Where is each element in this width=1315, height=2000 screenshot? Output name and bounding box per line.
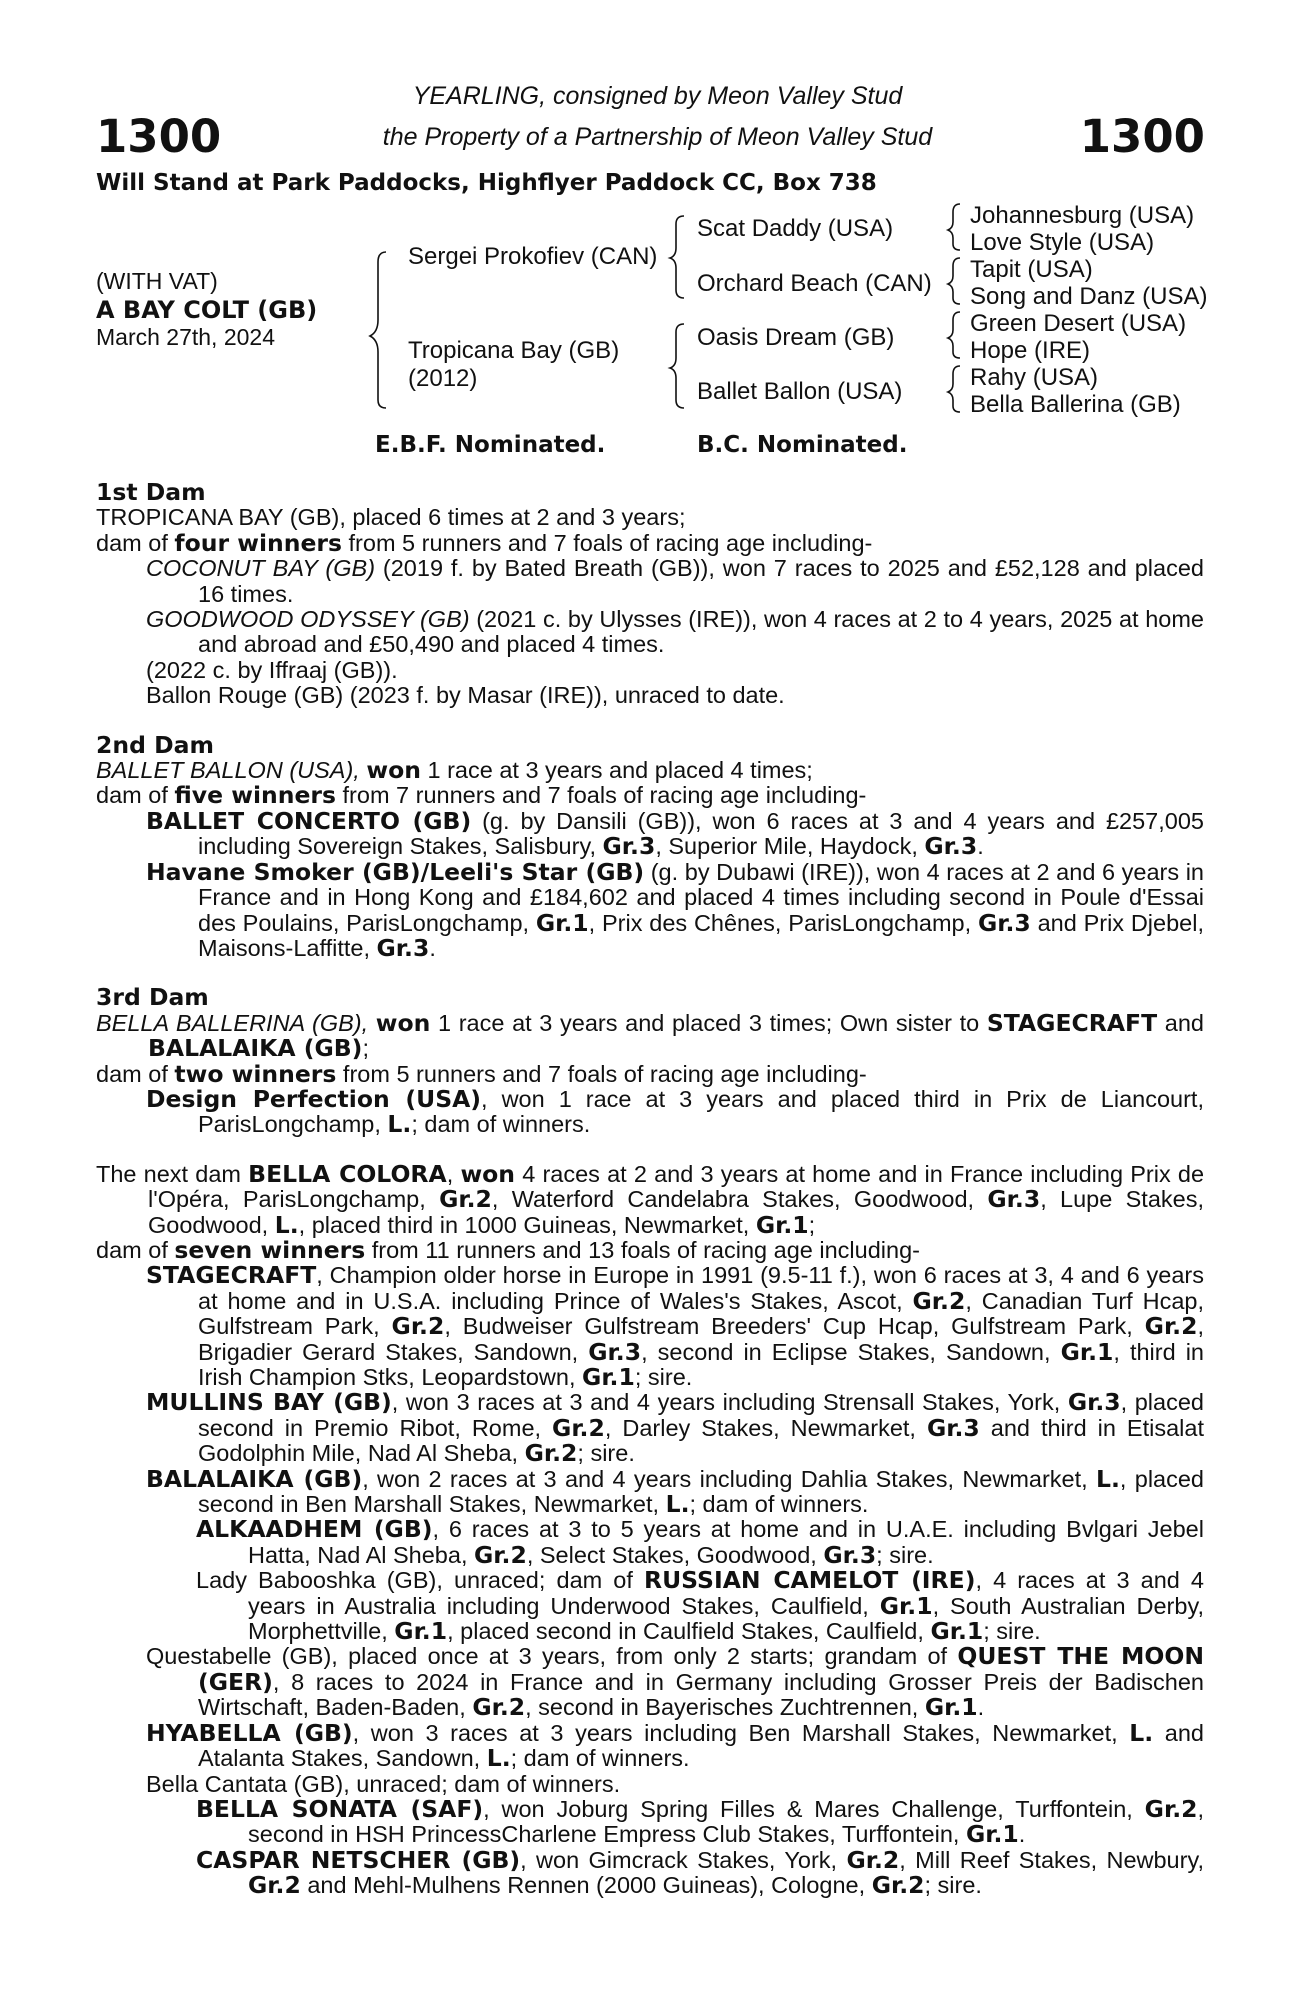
ancestor-8: Bella Ballerina (GB) [970,391,1181,418]
dam-section [96,730,1204,962]
produce-record [96,1159,1205,1239]
produce-record [96,1845,1204,1900]
bold-text-run: L. [387,1110,412,1139]
bold-text-run: five winners [174,781,336,810]
bc-nomination: B.C. Nominated. [697,432,908,458]
text-run [368,1010,376,1036]
text-run: , 8 races to 2024 in France and in Germany including Grosser Preis der Badischen Wirtschaft, Baden-Baden, [198,1668,1204,1721]
section-heading: 1st Dam [96,478,206,506]
produce-record [96,1263,1204,1390]
produce-record [96,1390,1204,1466]
text-run: TROPICANA BAY (GB), placed 6 times at 2 and 3 years; [96,504,686,531]
produce-record [96,1772,1204,1797]
produce-record [96,1235,1204,1264]
bold-text-run: Gr.2 [1144,1312,1198,1341]
bold-text-run: seven winners [174,1235,366,1264]
bold-text-run: won [375,1008,431,1037]
text-run: , Select Stakes, Goodwood, [526,1541,824,1568]
bold-text-run: BALLET CONCERTO (GB) [146,806,472,835]
italic-text-run: BELLA BALLERINA (GB), [96,1009,369,1036]
bold-text-run: four winners [174,528,342,557]
produce-record [96,683,1204,708]
text-run: , 6 races at 3 to 5 years at home and in U.A.E. including Bvlgari Jebel Hatta, Nad Al Sheba, [248,1516,1204,1568]
bold-text-run: L. [1096,1464,1120,1493]
text-run: The next dam [96,1160,249,1187]
bold-text-run: Gr.3 [588,1337,642,1366]
section-heading: 3rd Dam [96,983,209,1012]
bold-text-run: Gr.1 [755,1210,809,1239]
text-run: dam of [96,529,175,556]
bold-text-run: Gr.1 [965,1820,1019,1849]
text-run: 1 race at 3 years and placed 4 times; [420,757,813,784]
bold-text-run: L. [665,1490,690,1519]
text-run: , Canadian Turf Hcap, Gulfstream Park, [198,1287,1204,1340]
consignor-line: YEARLING, consigned by Meon Valley Stud [412,82,903,110]
dam-dam: Ballet Ballon (USA) [697,378,903,405]
text-run: , Mill Reef Stakes, Newbury, [899,1846,1204,1873]
bold-text-run: L. [1129,1718,1154,1747]
dam-name: Tropicana Bay (GB) [408,337,620,364]
bold-text-run: Gr.2 [1144,1794,1198,1823]
ancestor-2: Love Style (USA) [970,229,1155,256]
bold-text-run: Gr.1 [879,1591,933,1620]
bold-text-run: RUSSIAN CAMELOT (IRE) [644,1566,976,1595]
bold-text-run: Gr.2 [474,1540,527,1569]
bold-text-run: Gr.3 [823,1540,877,1569]
text-run: Ballon Rouge (GB) (2023 f. by Masar (IRE)), unraced to date. [146,682,785,709]
bold-text-run: Gr.1 [535,908,589,937]
text-run: (g. by Dansili (GB)), won 6 races at 3 and 4 years and £257,005 including Sovereign Stakes, Salisbury, [198,807,1204,860]
ancestor-1: Johannesburg (USA) [970,202,1195,229]
bold-text-run: BELLA SONATA (SAF) [196,1794,484,1823]
text-run: , South Australian Derby, Morphettville, [248,1592,1204,1645]
italic-text-run: COCONUT BAY (GB) [146,555,376,582]
text-run: ; [362,1035,369,1062]
catalogue-body [96,480,1204,1899]
produce-record [96,1568,1204,1644]
bold-text-run: STAGECRAFT [986,1008,1158,1037]
produce-record [96,1084,1204,1139]
bold-text-run: won [366,756,421,785]
lot-number-left: 1300 [96,110,222,163]
text-run: , placed second in Premio Ribot, Rome, [198,1389,1204,1441]
bold-text-run: ALKAADHEM (GB) [196,1515,433,1544]
text-run: , Prix des Chênes, ParisLongchamp, [588,909,978,936]
text-run: and third in Etisalat Godolphin Mile, Nad Al Sheba, [198,1414,1204,1467]
bold-text-run: Gr.2 [552,1413,605,1442]
text-run: (g. by Dubawi (IRE)), won 4 races at 2 and 6 years in France and in Hong Kong and £184,602 and placed 4 times including second in Poule d'Essai des Poulains, ParisLongchamp, [198,858,1204,936]
text-run: , Superior Mile, Haydock, [655,833,925,860]
text-run: , won 2 races at 3 and 4 years including Dahlia Stakes, Newmarket, [362,1465,1096,1492]
text-run: , second in HSH PrincessCharlene Empress Club Stakes, Turffontein, [248,1795,1205,1848]
produce-record [96,1794,1205,1849]
text-run: , third in Irish Champion Stks, Leopardstown, [198,1338,1204,1390]
bold-text-run: Gr.2 [846,1845,900,1874]
bold-text-run: Gr.3 [987,1185,1041,1214]
lot-number-right: 1300 [1079,110,1205,163]
text-run: . [977,1694,985,1721]
bold-text-run: Gr.2 [248,1871,301,1900]
text-run: , won Gimcrack Stakes, York, [520,1846,847,1873]
bold-text-run: Gr.1 [930,1617,984,1646]
dam-section [96,1159,1205,1900]
text-run: (2021 c. by Ulysses (IRE)), won 4 races at 2 to 4 years, 2025 at home and abroad and £50,490 and placed 4 times. [198,606,1204,658]
bold-text-run: Gr.2 [472,1693,526,1722]
text-run: and Atalanta Stakes, Sandown, [198,1719,1204,1772]
produce-record [96,505,1204,530]
sire-dam: Orchard Beach (CAN) [697,270,932,297]
dam-foaling-year: (2012) [408,365,478,392]
bold-text-run: HYABELLA (GB) [146,1718,353,1747]
text-run: from 5 runners and 7 foals of racing age including- [342,529,873,556]
section-heading: 2nd Dam [96,730,214,759]
text-run: , placed second in Ben Marshall Stakes, Newmarket, [198,1465,1204,1518]
dam-sire: Oasis Dream (GB) [697,324,895,351]
produce-record [96,758,1204,783]
produce-record [96,1464,1204,1519]
bold-text-run: BALALAIKA (GB) [146,1464,363,1493]
bold-text-run: Gr.2 [871,1871,925,1900]
vat-note: (WITH VAT) [96,268,218,294]
text-run: 4 races at 2 and 3 years at home and in France including Prix de l'Opéra, ParisLongchamp, [148,1160,1205,1213]
text-run: ; sire. [577,1440,635,1467]
produce-record [96,607,1204,658]
text-run: from 5 runners and 7 foals of racing age including- [336,1060,867,1087]
bold-text-run: L. [274,1210,299,1239]
property-line: the Property of a Partnership of Meon Valley Stud [382,123,933,151]
bold-text-run: Gr.3 [1067,1388,1121,1417]
bold-text-run: Gr.3 [376,933,430,962]
text-run: (2022 c. by Iffraaj (GB)). [146,656,398,683]
text-run: ; sire. [983,1618,1041,1645]
produce-record [96,806,1204,861]
bold-text-run: STAGECRAFT [146,1261,317,1290]
text-run: , Champion older horse in Europe in 1991 (9.5-11 f.), won 6 races at 3, 4 and 6 years at home and in U.S.A. including Prince of Wales's Stakes, Ascot, [198,1262,1204,1314]
produce-record [96,783,1204,808]
text-run: , placed third in 1000 Guineas, Newmarket, [298,1211,756,1238]
text-run: , Waterford Candelabra Stakes, Goodwood, [491,1186,988,1213]
text-run: , Brigadier Gerard Stakes, Sandown, [198,1313,1204,1365]
foaling-date: March 27th, 2024 [96,324,276,350]
text-run: Lady Babooshka (GB), unraced; dam of [196,1567,644,1594]
text-run: ; [808,1211,816,1238]
text-run: ; sire. [924,1872,982,1899]
ebf-nomination: E.B.F. Nominated. [375,432,606,458]
text-run: dam of [96,1236,175,1263]
bold-text-run: Gr.1 [394,1617,448,1646]
bold-text-run: Gr.1 [924,1693,978,1722]
text-run: dam of [96,1060,175,1087]
text-run: 1 race at 3 years and placed 3 times; Own sister to [430,1009,987,1036]
text-run: , Lupe Stakes, Goodwood, [148,1186,1204,1238]
text-run: ; dam of winners. [689,1491,869,1518]
bold-text-run: Gr.1 [1060,1337,1114,1366]
bold-text-run: QUEST THE MOON (GER) [198,1642,1204,1696]
text-run: , Darley Stakes, Newmarket, [604,1414,927,1441]
dam-section [96,985,1204,1137]
bold-text-run: Gr.3 [602,832,656,861]
italic-text-run: BALLET BALLON (USA), [96,757,360,784]
text-run: , won 3 races at 3 years including Ben Marshall Stakes, Newmarket, [352,1719,1130,1746]
bold-text-run: MULLINS BAY (GB) [146,1388,392,1417]
ancestor-3: Tapit (USA) [970,256,1093,283]
text-run: , [446,1160,461,1187]
text-run: ; sire. [634,1364,693,1390]
text-run: . [977,833,984,860]
bold-text-run: Havane Smoker (GB)/Leeli's Star (GB) [146,857,645,886]
produce-record [96,857,1204,962]
produce-record [96,528,1204,557]
ancestor-4: Song and Danz (USA) [970,283,1208,310]
text-run: , second in Eclipse Stakes, Sandown, [641,1338,1061,1365]
produce-record [96,1059,1204,1088]
dam-section [96,480,1204,709]
bold-text-run: Gr.2 [912,1286,966,1315]
text-run: ; sire. [876,1541,934,1568]
bold-text-run: Design Perfection (USA) [146,1084,482,1113]
bold-text-run: Gr.3 [977,908,1031,937]
bold-text-run: Gr.1 [582,1363,635,1391]
text-run: and Mehl-Mulhens Rennen (2000 Guineas), Cologne, [300,1872,872,1899]
bold-text-run: Gr.3 [926,1413,980,1442]
text-run: , won 3 races at 3 and 4 years including Strensall Stakes, York, [391,1389,1068,1416]
produce-record [96,1718,1204,1773]
text-run: . [429,934,436,961]
ancestor-6: Hope (IRE) [970,337,1091,364]
text-run: dam of [96,782,175,809]
text-run: Questabelle (GB), placed once at 3 years, from only 2 starts; grandam of [146,1643,958,1670]
text-run: and [1157,1009,1204,1036]
produce-record [96,556,1204,607]
bold-text-run: Gr.2 [391,1312,445,1341]
produce-record [96,1644,1204,1720]
bold-text-run: CASPAR NETSCHER (GB) [196,1845,521,1874]
ancestor-5: Green Desert (USA) [970,310,1187,337]
text-run: , Budweiser Gulfstream Breeders' Cup Hcap, Gulfstream Park, [444,1313,1145,1340]
text-run: (2019 f. by Bated Breath (GB)), won 7 races to 2025 and £52,128 and placed 16 times. [198,555,1204,607]
bold-text-run: two winners [174,1059,337,1088]
text-run: ; dam of winners. [411,1111,591,1138]
text-run: Bella Cantata (GB), unraced; dam of winners. [146,1770,621,1797]
text-run: from 11 runners and 13 foals of racing age including- [365,1236,920,1263]
text-run: . [1018,1821,1026,1848]
text-run: , won Joburg Spring Filles & Mares Challenge, Turffontein, [483,1795,1145,1822]
produce-record [96,658,1204,683]
produce-record [96,1517,1204,1568]
text-run: , won 1 race at 3 years and placed third in Prix de Liancourt, ParisLongchamp, [198,1085,1204,1138]
sire-name: Sergei Prokofiev (CAN) [408,243,658,270]
bold-text-run: BELLA COLORA [248,1159,447,1188]
text-run: and Prix Djebel, Maisons-Laffitte, [198,909,1204,961]
bold-text-run: BALALAIKA (GB) [148,1034,363,1063]
stand-location: Will Stand at Park Paddocks, Highflyer Paddock CC, Box 738 [96,170,877,196]
bold-text-run: won [460,1159,516,1188]
text-run: from 7 runners and 7 foals of racing age including- [335,782,867,809]
bold-text-run: L. [486,1744,511,1773]
produce-record [96,1008,1204,1063]
bold-text-run: Gr.2 [439,1185,492,1214]
ancestor-7: Rahy (USA) [970,364,1099,391]
text-run: , 4 races at 3 and 4 years in Australia including Underwood Stakes, Caulfield, [248,1567,1205,1619]
sire-sire: Scat Daddy (USA) [697,215,894,242]
text-run: , placed second in Caulfield Stakes, Caulfield, [447,1618,931,1645]
bold-text-run: Gr.2 [524,1439,578,1468]
italic-text-run: GOODWOOD ODYSSEY (GB) [146,606,470,633]
text-run: ; dam of winners. [510,1745,690,1772]
text-run: , second in Bayerisches Zuchtrennen, [525,1694,925,1721]
bold-text-run: Gr.3 [924,832,978,861]
horse-name: A BAY COLT (GB) [96,296,318,324]
